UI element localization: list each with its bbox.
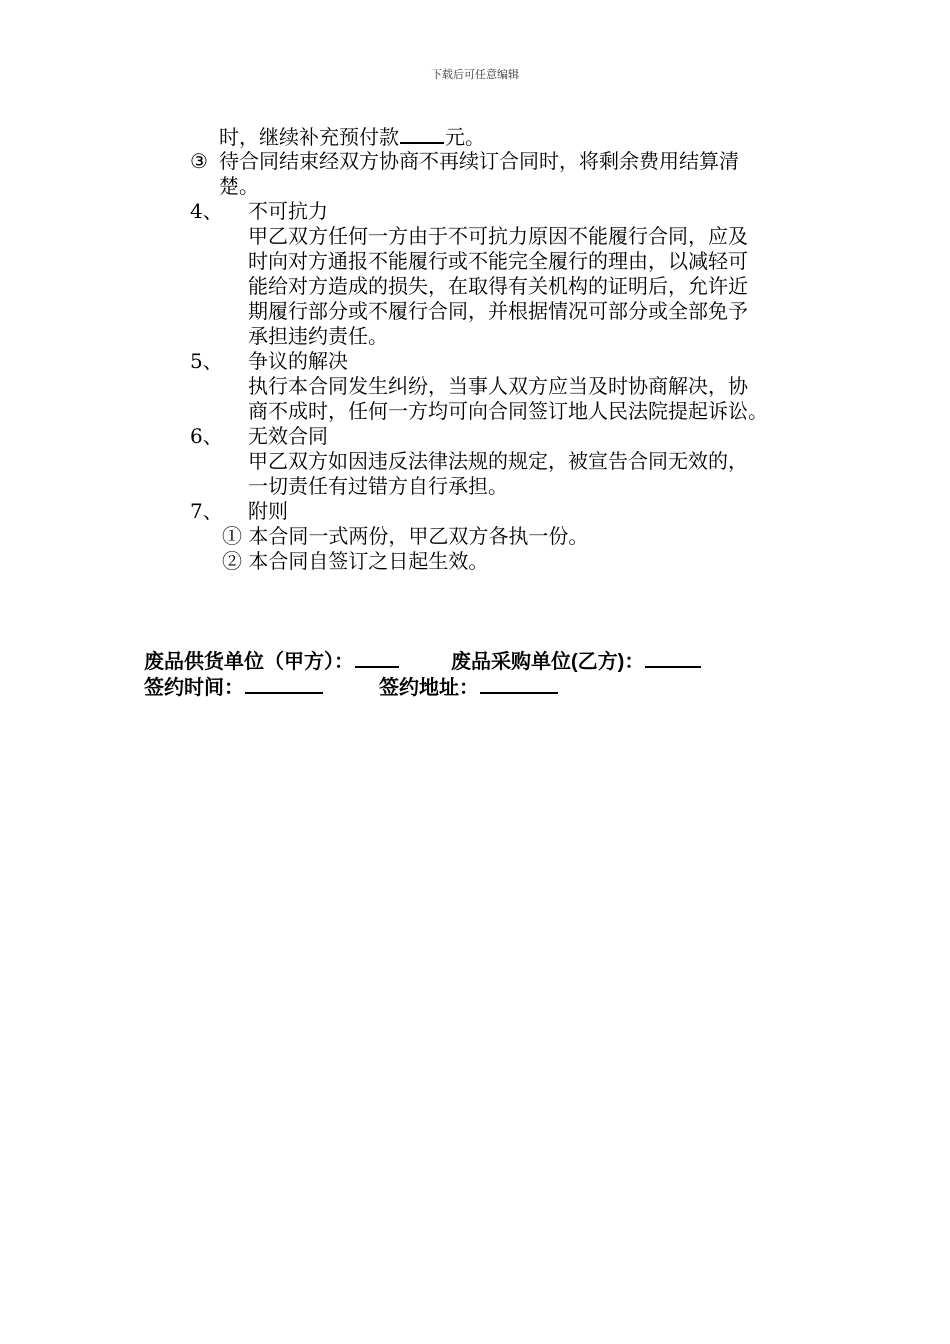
supplier-blank[interactable] <box>355 648 399 668</box>
page-header: 下载后可任意编辑 <box>431 68 519 81</box>
section-4-line: 甲乙双方任何一方由于不可抗力原因不能履行合同，应及 <box>248 224 748 248</box>
supplier-label: 废品供货单位（甲方）： <box>144 651 354 673</box>
buyer-label: 废品采购单位(乙方)： <box>451 651 645 673</box>
section-4-line: 时向对方通报不能履行或不能完全履行的理由，以减轻可 <box>248 249 748 273</box>
prepay-amount-blank <box>400 124 444 144</box>
section-7-title: 附则 <box>248 499 288 523</box>
section-6-title: 无效合同 <box>248 424 328 448</box>
buyer-signature-line <box>451 648 702 675</box>
prepay-text: 时，继续补充预付款 <box>219 125 399 149</box>
item3-marker: ③ <box>190 149 208 173</box>
section-5-line: 执行本合同发生纠纷，当事人双方应当及时协商解决，协 <box>248 374 748 398</box>
section-7-number: 7、 <box>190 499 223 523</box>
date-label: 签约时间： <box>144 677 244 699</box>
place-label: 签约地址： <box>379 677 479 699</box>
date-signature-line <box>144 674 324 701</box>
section-4-title: 不可抗力 <box>248 199 328 223</box>
section-5-title: 争议的解决 <box>248 349 348 373</box>
item3-line1: 待合同结束经双方协商不再续订合同时，将剩余费用结算清 <box>219 149 739 173</box>
appendix-item-1: ① 本合同一式两份，甲乙双方各执一份。 <box>222 524 589 548</box>
section-4-number: 4、 <box>190 199 223 223</box>
section-5-line: 商不成时，任何一方均可向合同签订地人民法院提起诉讼。 <box>248 399 768 423</box>
prepay-line <box>219 124 485 149</box>
appendix-item-2: ② 本合同自签订之日起生效。 <box>222 549 489 573</box>
section-5-number: 5、 <box>190 349 223 373</box>
supplier-signature-line <box>144 648 400 675</box>
section-6-number: 6、 <box>190 424 223 448</box>
place-blank[interactable] <box>480 674 558 694</box>
date-blank[interactable] <box>245 674 323 694</box>
place-signature-line <box>379 674 559 701</box>
buyer-blank[interactable] <box>645 648 701 668</box>
section-4-line: 承担违约责任。 <box>248 324 388 348</box>
section-6-line: 一切责任有过错方自行承担。 <box>248 474 508 498</box>
section-6-line: 甲乙双方如因违反法律法规的规定，被宣告合同无效的， <box>248 449 748 473</box>
item3-line2: 楚。 <box>219 174 259 198</box>
prepay-unit: 元。 <box>445 125 485 149</box>
section-4-line: 能给对方造成的损失，在取得有关机构的证明后，允许近 <box>248 274 748 298</box>
section-4-line: 期履行部分或不履行合同，并根据情况可部分或全部免予 <box>248 299 748 323</box>
